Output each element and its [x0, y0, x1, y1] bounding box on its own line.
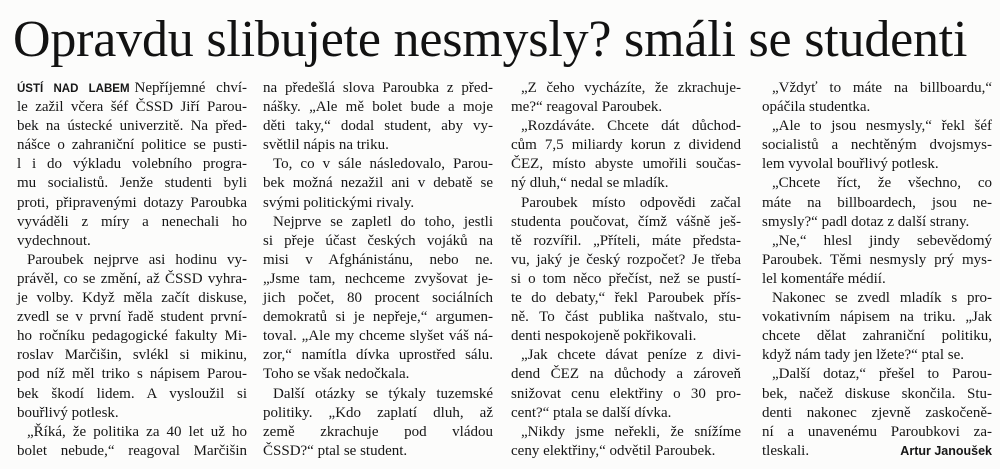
- line-text: snižovat cenu elektřiny o 30 pro-: [511, 385, 741, 402]
- line-text: bek na ústecké univerzitě. Na před-: [17, 118, 247, 135]
- text-line: [17, 346, 247, 365]
- dateline: ÚSTÍ NAD LABEM: [17, 83, 130, 95]
- text-line: [762, 98, 992, 117]
- paragraph: [762, 232, 992, 289]
- text-line: [263, 194, 493, 213]
- text-line: [263, 365, 493, 384]
- text-line: [17, 327, 247, 346]
- line-text: lem vyvolal bouřlivý potlesk.: [762, 156, 939, 173]
- line-text: smysly?“ padl dotaz z další strany.: [762, 213, 970, 230]
- line-text: zor,“ namítla dívka uprostřed sálu.: [263, 347, 493, 364]
- line-text: ný dluh,“ nedal se mladík.: [511, 175, 669, 192]
- line-text: To, co v sále následovalo, Parou-: [273, 156, 493, 173]
- text-line: [263, 98, 493, 117]
- text-line: [762, 346, 992, 365]
- text-line: [511, 155, 741, 174]
- line-text: vyváděli z míry a nenechali ho: [17, 213, 247, 230]
- line-text: Nakonec se zvedl mladík s pro-: [772, 290, 992, 307]
- text-line: [17, 155, 247, 174]
- line-text: „Ne,“ hlesl jindy sebevědomý: [772, 232, 992, 249]
- text-line: [263, 442, 493, 461]
- text-line: [511, 136, 741, 155]
- text-column-3: [511, 79, 741, 461]
- text-line: [511, 385, 741, 404]
- text-line: [762, 213, 992, 232]
- text-line: [263, 174, 493, 193]
- headline: Opravdu slibujete nesmysly? smáli se studenti: [13, 11, 968, 68]
- line-text: misi v Afghánistánu, nebo ne.: [263, 251, 493, 268]
- text-line: [511, 117, 741, 136]
- paragraph: [511, 423, 741, 461]
- text-line: [17, 365, 247, 384]
- line-text: pod níž měl triko s nápisem Parou-: [17, 366, 247, 383]
- text-line: [511, 270, 741, 289]
- line-text: si přeje účast českých vojáků na: [263, 232, 493, 249]
- text-line: [762, 327, 992, 346]
- text-line: [511, 327, 741, 346]
- text-line: [762, 308, 992, 327]
- text-line: [511, 404, 741, 423]
- line-text: me?“ reagoval Paroubek.: [511, 99, 663, 116]
- line-text: na předešlá slova Paroubka z před-: [263, 80, 493, 96]
- line-text: „Ale to jsou nesmysly,“ řekl šéf: [772, 118, 992, 135]
- text-line: [762, 155, 992, 174]
- text-line: [263, 136, 493, 155]
- line-text: opáčila studentka.: [762, 99, 871, 116]
- text-line: [511, 98, 741, 117]
- text-line: [511, 174, 741, 193]
- text-line: [762, 194, 992, 213]
- text-line: [762, 423, 992, 442]
- text-line: [762, 79, 992, 98]
- line-text: svými politickými rivaly.: [263, 194, 415, 211]
- line-text: ceny elektřiny,“ odvětil Paroubek.: [511, 442, 716, 459]
- text-line: [17, 79, 247, 98]
- paragraph: [17, 251, 247, 423]
- line-text: „Rozdáváte. Chcete dát důchod-: [521, 118, 741, 135]
- text-line: [263, 117, 493, 136]
- text-line: [263, 270, 493, 289]
- line-text: denti nespokojeně pokřikovali.: [511, 328, 697, 345]
- line-text: „Vždyť to máte na billboardu,“: [772, 80, 992, 96]
- line-text: denti nakonec zjevně zaskočeně-: [762, 404, 992, 421]
- paragraph: [511, 79, 741, 117]
- paragraph: [263, 79, 493, 155]
- paragraph: [263, 385, 493, 461]
- text-column-4: [762, 79, 992, 461]
- line-text: „Nikdy jsme neřekli, že snížíme: [521, 423, 741, 440]
- paragraph: [762, 365, 992, 460]
- text-line: [762, 404, 992, 423]
- line-text: ČSSD?“ ptal se student.: [263, 442, 408, 459]
- line-text: bolet nebude,“ reagoval Marčišin: [17, 442, 247, 459]
- text-line: [17, 251, 247, 270]
- text-line: [263, 404, 493, 423]
- line-text: politiky. „Kdo zaplatí dluh, až: [263, 404, 493, 421]
- line-text: le zažil včera šéf ČSSD Jiří Parou-: [17, 99, 247, 116]
- text-line: [511, 423, 741, 442]
- line-text: roslav Marčišin, svlékl si mikinu,: [17, 347, 247, 364]
- text-line: [762, 117, 992, 136]
- text-line: [511, 442, 741, 461]
- line-text: te do debaty,“ řekl Paroubek přís-: [511, 290, 741, 307]
- line-text: mu socialistů. Jenže studenti byli: [17, 175, 247, 192]
- paragraph: [17, 423, 247, 461]
- text-line: [762, 442, 992, 461]
- line-text: proti, připravenými dotazy Paroubka: [17, 194, 247, 211]
- text-line: [511, 365, 741, 384]
- paragraph: [511, 194, 741, 347]
- text-line: [263, 251, 493, 270]
- line-text: vokativním nápisem na triku. „Jak: [762, 309, 992, 326]
- paragraph: [762, 289, 992, 365]
- text-line: [17, 194, 247, 213]
- text-line: [17, 270, 247, 289]
- line-text: tleskali.: [762, 442, 810, 459]
- text-line: [17, 289, 247, 308]
- line-text: toval. „Ale my chceme slyšet váš ná-: [263, 328, 493, 345]
- line-text: bek, načež diskuse skončila. Stu-: [762, 385, 992, 402]
- line-text: bek škodí lidem. A vysloužil si: [17, 385, 247, 402]
- text-line: [17, 136, 247, 155]
- paragraph: [762, 79, 992, 117]
- line-text: jich počet, 80 procent sociálních: [263, 290, 493, 307]
- line-text: ní a unavenému Paroubkovi za-: [762, 423, 992, 440]
- line-text: máte na billboardech, jsou ne-: [762, 194, 992, 211]
- text-line: [17, 404, 247, 423]
- line-text: vu, jaký je český rozpočet? Je třeba: [511, 251, 741, 268]
- text-line: [17, 385, 247, 404]
- text-column-1: [17, 79, 247, 461]
- text-line: [263, 232, 493, 251]
- line-text: ně. To část publika naštvalo, stu-: [511, 309, 741, 326]
- line-text: ČEZ, místo abyste umořili součas-: [511, 156, 741, 173]
- text-line: [17, 442, 247, 461]
- text-line: [762, 289, 992, 308]
- line-text: je volby. Když měla začít diskuse,: [17, 290, 247, 307]
- text-line: [762, 136, 992, 155]
- author-byline: Artur Janoušek: [900, 443, 992, 458]
- line-text: země zkrachuje pod vládou: [263, 423, 493, 440]
- text-line: [762, 251, 992, 270]
- line-text: „Z čeho vycházíte, že zkrachuje-: [521, 80, 741, 96]
- line-text: Nepříjemné chví-: [134, 80, 247, 96]
- text-line: [17, 308, 247, 327]
- line-text: právěl, co se změní, až ČSSD vyhra-: [17, 270, 247, 287]
- text-line: [762, 385, 992, 404]
- line-text: vydechnout.: [17, 232, 91, 249]
- text-line: [263, 289, 493, 308]
- paragraph: [762, 117, 992, 174]
- text-line: [263, 327, 493, 346]
- line-text: tě rozvířil. „Příteli, máte předsta-: [511, 232, 741, 249]
- line-text: když nám tady jen lžete?“ ptal se.: [762, 347, 964, 364]
- line-text: nášky. „Ale mě bolet bude a moje: [263, 99, 493, 116]
- line-text: „Jak chcete dávat peníze z divi-: [521, 347, 741, 364]
- line-text: studenta poučovat, čímž vášně ješ-: [511, 213, 741, 230]
- text-line: [17, 423, 247, 442]
- paragraph: [762, 174, 992, 231]
- line-text: ho ročníku pedagogické fakulty Mi-: [17, 328, 247, 345]
- line-text: cent?“ ptala se další dívka.: [511, 404, 672, 421]
- paragraph: [511, 117, 741, 193]
- line-text: si o tom něco přečíst, než se pustí-: [511, 270, 741, 287]
- text-line: [263, 346, 493, 365]
- text-line: [511, 308, 741, 327]
- text-line: [263, 79, 493, 98]
- line-text: zvedl se v první řadě student první-: [17, 309, 247, 326]
- text-line: [511, 194, 741, 213]
- line-text: l i do výkladu volebního progra-: [17, 156, 247, 173]
- line-text: demokratů si je nepřeje,“ argumen-: [263, 309, 493, 326]
- line-text: chcete dělat zahraniční politiku,: [762, 328, 992, 345]
- line-text: světlil nápis na triku.: [263, 137, 389, 154]
- line-text: Nejprve se zapletl do toho, jestli: [273, 213, 493, 230]
- paragraph: [263, 213, 493, 385]
- text-line: [511, 251, 741, 270]
- text-line: [511, 289, 741, 308]
- line-text: Paroubek. Těmi nesmysly prý mys-: [762, 251, 992, 268]
- line-text: bouřlivý potlesk.: [17, 404, 119, 421]
- text-line: [263, 308, 493, 327]
- text-line: [17, 98, 247, 117]
- line-text: dend ČEZ na důchody a zároveň: [511, 366, 741, 383]
- text-line: [511, 79, 741, 98]
- text-line: [263, 213, 493, 232]
- paragraph: [511, 346, 741, 422]
- text-line: [511, 232, 741, 251]
- text-line: [263, 423, 493, 442]
- text-line: [17, 174, 247, 193]
- text-line: [511, 213, 741, 232]
- text-line: [263, 155, 493, 174]
- line-text: Paroubek nejprve asi hodinu vy-: [27, 251, 247, 268]
- paragraph: [263, 155, 493, 212]
- text-line: [17, 117, 247, 136]
- paragraph: [17, 79, 247, 251]
- line-text: cům 7,5 miliardy korun z dividend: [511, 137, 741, 154]
- text-line: [263, 385, 493, 404]
- line-text: „Chcete říct, že všechno, co: [772, 175, 992, 192]
- line-text: děti taky,“ dodal student, aby vy-: [263, 118, 493, 135]
- line-text: „Další dotaz,“ přešel to Parou-: [772, 366, 992, 383]
- text-line: [511, 346, 741, 365]
- line-text: lel komentáře médií.: [762, 270, 886, 287]
- line-text: Paroubek místo odpovědi začal: [521, 194, 741, 211]
- text-column-2: [263, 79, 493, 461]
- line-text: socialistů a nechtěným dvojsmys-: [762, 137, 992, 154]
- text-line: [17, 232, 247, 251]
- line-text: Další otázky se týkaly tuzemské: [273, 385, 493, 402]
- line-text: Toho se však nedočkala.: [263, 366, 410, 383]
- line-text: „Říká, že politika za 40 let už ho: [27, 423, 247, 440]
- line-text: bek možná nezažil ani v debatě se: [263, 175, 493, 192]
- text-line: [762, 365, 992, 384]
- text-line: [762, 232, 992, 251]
- line-text: „Jsme tam, nechceme zvyšovat je-: [263, 270, 493, 287]
- text-line: [762, 174, 992, 193]
- line-text: nášce o zahraniční politice se pusti-: [17, 137, 247, 154]
- text-line: [762, 270, 992, 289]
- text-line: [17, 213, 247, 232]
